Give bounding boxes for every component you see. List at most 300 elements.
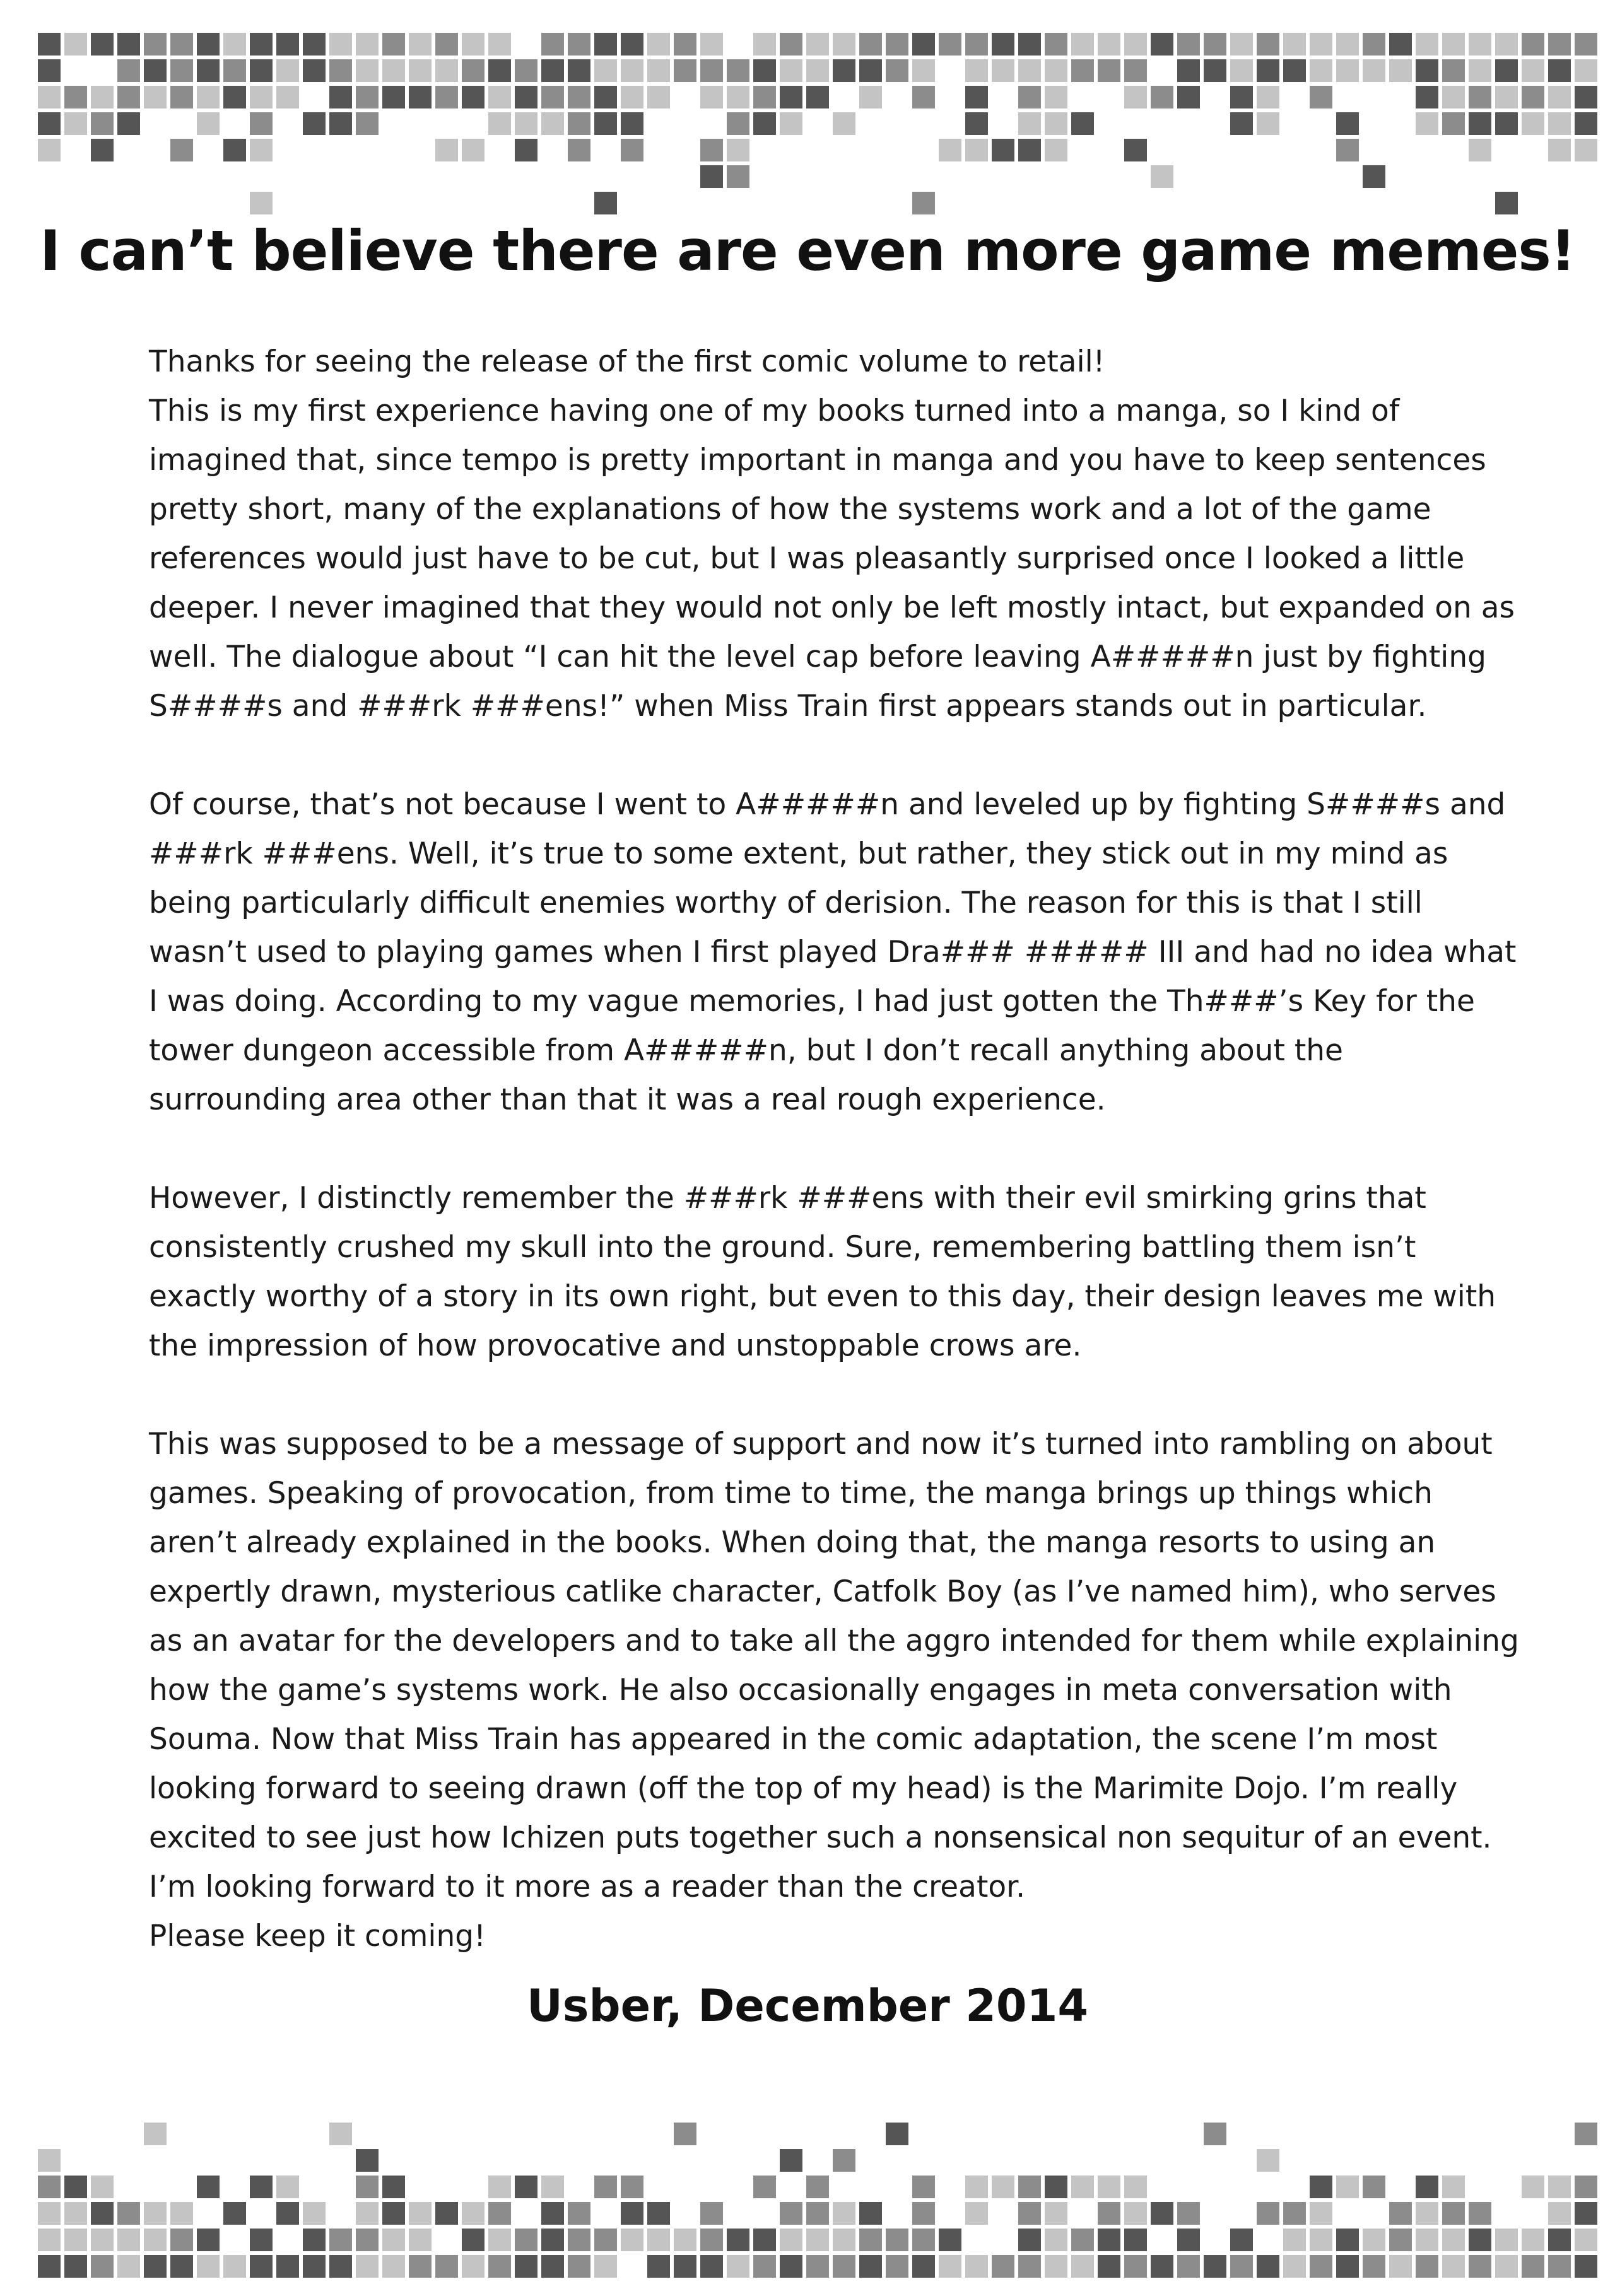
paragraph-3: However, I distinctly remember the ###rk ###ens with their evil smirking grins that consistently crushed my skull into the ground. Sure, remembering battling them isn’t exactly worthy of a story in its own right, but even to this day, their design leaves me with the impression of how provocative and unstoppable crows are.: [149, 1181, 1496, 1363]
pixel-tile: [38, 2229, 61, 2251]
pixel-tile: [250, 139, 273, 161]
pixel-tile: [409, 2255, 432, 2278]
pixel-tile: [1416, 86, 1438, 108]
pixel-tile: [886, 2229, 908, 2251]
pixel-tile: [1124, 2202, 1147, 2225]
pixel-tile: [1018, 139, 1041, 161]
pixel-tile: [568, 139, 590, 161]
pixel-tile: [1442, 2176, 1465, 2198]
pixel-tile: [223, 2202, 246, 2225]
pixel-tile: [1336, 2229, 1359, 2251]
pixel-tile: [541, 2255, 564, 2278]
pixel-tile: [700, 2202, 723, 2225]
pixel-tile: [1310, 86, 1332, 108]
pixel-tile: [1204, 2123, 1226, 2145]
pixel-tile: [170, 2229, 193, 2251]
pixel-tile: [1071, 59, 1094, 82]
pixel-tile: [859, 33, 882, 56]
pixel-tile: [700, 165, 723, 188]
pixel-tile: [1363, 33, 1385, 56]
letter-body: [149, 337, 1524, 1961]
pixel-tile: [488, 59, 511, 82]
pixel-tile: [197, 2176, 220, 2198]
pixel-tile: [435, 33, 458, 56]
pixel-tile: [965, 139, 988, 161]
pixel-tile: [462, 33, 484, 56]
pixel-tile: [488, 86, 511, 108]
pixel-tile: [621, 112, 643, 135]
pixel-tile: [1416, 2229, 1438, 2251]
pixel-tile: [117, 112, 140, 135]
pixel-tile: [1071, 2229, 1094, 2251]
pixel-tile: [356, 2202, 379, 2225]
pixel-tile: [303, 2255, 326, 2278]
pixel-tile: [1363, 2176, 1385, 2198]
pixel-tile: [939, 2255, 961, 2278]
pixel-tile: [276, 2202, 299, 2225]
pixel-tile: [462, 2202, 484, 2225]
pixel-tile: [594, 86, 617, 108]
pixel-tile: [144, 2255, 167, 2278]
pixel-tile: [1310, 2229, 1332, 2251]
pixel-tile: [1018, 2229, 1041, 2251]
pixel-tile: [515, 112, 537, 135]
pixel-tile: [992, 2255, 1014, 2278]
pixel-tile: [197, 86, 220, 108]
pixel-tile: [64, 86, 87, 108]
pixel-tile: [223, 2255, 246, 2278]
pixel-tile: [38, 2255, 61, 2278]
pixel-tile: [144, 2202, 167, 2225]
pixel-tile: [727, 2229, 749, 2251]
pixel-tile: [170, 139, 193, 161]
pixel-tile: [38, 33, 61, 56]
pixel-tile: [1151, 165, 1173, 188]
pixel-tile: [1124, 86, 1147, 108]
pixel-tile: [1045, 2176, 1067, 2198]
pixel-tile: [250, 2229, 273, 2251]
pixel-tile: [912, 59, 935, 82]
pixel-tile: [91, 2255, 114, 2278]
pixel-tile: [886, 59, 908, 82]
pixel-tile: [1310, 2255, 1332, 2278]
pixel-tile: [594, 59, 617, 82]
pixel-tile: [462, 139, 484, 161]
pixel-tile: [859, 86, 882, 108]
pixel-tile: [806, 2255, 829, 2278]
pixel-tile: [197, 33, 220, 56]
pixel-tile: [1204, 59, 1226, 82]
pixel-tile: [568, 86, 590, 108]
pixel-tile: [1548, 86, 1571, 108]
pixel-tile: [1098, 2255, 1120, 2278]
pixel-tile: [727, 139, 749, 161]
pixel-tile: [488, 112, 511, 135]
pixel-tile: [1416, 2176, 1438, 2198]
pixel-tile: [1522, 112, 1544, 135]
pixel-tile: [382, 86, 405, 108]
pixel-tile: [329, 33, 352, 56]
pixel-tile: [1442, 33, 1465, 56]
pixel-tile: [1522, 2229, 1544, 2251]
pixel-tile: [170, 2255, 193, 2278]
pixel-tile: [1416, 59, 1438, 82]
pixel-tile: [700, 33, 723, 56]
top-pixel-pattern: [0, 0, 1615, 214]
pixel-tile: [912, 2229, 935, 2251]
pixel-tile: [1442, 2229, 1465, 2251]
pixel-tile: [356, 2229, 379, 2251]
pixel-tile: [250, 2255, 273, 2278]
pixel-tile: [409, 86, 432, 108]
pixel-tile: [621, 86, 643, 108]
pixel-tile: [1018, 2255, 1041, 2278]
pixel-tile: [992, 139, 1014, 161]
pixel-tile: [594, 192, 617, 214]
pixel-tile: [833, 59, 855, 82]
pixel-tile: [1575, 33, 1597, 56]
pixel-tile: [250, 33, 273, 56]
pixel-tile: [621, 139, 643, 161]
pixel-tile: [541, 2229, 564, 2251]
top-pixel-border: [0, 0, 1615, 214]
pixel-tile: [38, 112, 61, 135]
pixel-tile: [727, 2255, 749, 2278]
pixel-tile: [144, 2123, 167, 2145]
pixel-tile: [38, 86, 61, 108]
pixel-tile: [38, 59, 61, 82]
pixel-tile: [170, 33, 193, 56]
pixel-tile: [250, 112, 273, 135]
pixel-tile: [541, 112, 564, 135]
pixel-tile: [859, 59, 882, 82]
pixel-tile: [1045, 59, 1067, 82]
pixel-tile: [806, 2202, 829, 2225]
signature: Usber, December 2014: [526, 1980, 1089, 2032]
pixel-tile: [939, 139, 961, 161]
pixel-tile: [91, 86, 114, 108]
pixel-tile: [886, 2255, 908, 2278]
pixel-tile: [1124, 59, 1147, 82]
pixel-tile: [488, 2176, 511, 2198]
pixel-tile: [1230, 2255, 1253, 2278]
pixel-tile: [1124, 33, 1147, 56]
pixel-tile: [1204, 2255, 1226, 2278]
pixel-tile: [859, 2202, 882, 2225]
pixel-tile: [64, 2255, 87, 2278]
pixel-tile: [1389, 33, 1412, 56]
pixel-tile: [753, 86, 776, 108]
pixel-tile: [594, 2176, 617, 2198]
pixel-tile: [1495, 59, 1518, 82]
pixel-tile: [1018, 86, 1041, 108]
pixel-tile: [170, 2202, 193, 2225]
pixel-tile: [64, 112, 87, 135]
pixel-tile: [647, 33, 670, 56]
pixel-tile: [674, 59, 696, 82]
pixel-tile: [197, 59, 220, 82]
pixel-tile: [382, 2255, 405, 2278]
pixel-tile: [1336, 139, 1359, 161]
pixel-tile: [1045, 2229, 1067, 2251]
pixel-tile: [621, 2229, 643, 2251]
pixel-tile: [356, 112, 379, 135]
pixel-tile: [700, 2255, 723, 2278]
pixel-tile: [1177, 2229, 1200, 2251]
pixel-tile: [435, 2202, 458, 2225]
pixel-tile: [1124, 2176, 1147, 2198]
pixel-tile: [276, 59, 299, 82]
pixel-tile: [1575, 2176, 1597, 2198]
pixel-tile: [1363, 59, 1385, 82]
pixel-tile: [1548, 112, 1571, 135]
pixel-tile: [1416, 112, 1438, 135]
pixel-tile: [1495, 2229, 1518, 2251]
pixel-tile: [1310, 2202, 1332, 2225]
pixel-tile: [568, 2255, 590, 2278]
pixel-tile: [117, 86, 140, 108]
pixel-tile: [170, 86, 193, 108]
pixel-tile: [1548, 2255, 1571, 2278]
pixel-tile: [568, 2202, 590, 2225]
pixel-tile: [303, 59, 326, 82]
pixel-tile: [833, 2229, 855, 2251]
pixel-tile: [1257, 112, 1279, 135]
pixel-tile: [965, 2255, 988, 2278]
pixel-tile: [753, 33, 776, 56]
pixel-tile: [1098, 2202, 1120, 2225]
pixel-tile: [117, 2202, 140, 2225]
pixel-tile: [515, 2176, 537, 2198]
pixel-tile: [1283, 33, 1306, 56]
pixel-tile: [435, 86, 458, 108]
pixel-tile: [833, 2202, 855, 2225]
pixel-tile: [568, 33, 590, 56]
pixel-tile: [780, 2255, 802, 2278]
pixel-tile: [1522, 2255, 1544, 2278]
pixel-tile: [515, 2229, 537, 2251]
pixel-tile: [1363, 2255, 1385, 2278]
pixel-tile: [806, 2176, 829, 2198]
pixel-tile: [144, 86, 167, 108]
pixel-tile: [594, 112, 617, 135]
pixel-tile: [1257, 59, 1279, 82]
pixel-tile: [462, 2229, 484, 2251]
pixel-tile: [1098, 2229, 1120, 2251]
pixel-tile: [1230, 59, 1253, 82]
pixel-tile: [329, 2255, 352, 2278]
pixel-tile: [1469, 139, 1491, 161]
pixel-tile: [1310, 33, 1332, 56]
pixel-tile: [1363, 2229, 1385, 2251]
pixel-tile: [1151, 33, 1173, 56]
pixel-tile: [170, 59, 193, 82]
pixel-tile: [594, 2229, 617, 2251]
pixel-tile: [1575, 2229, 1597, 2251]
pixel-tile: [647, 2255, 670, 2278]
pixel-tile: [1548, 59, 1571, 82]
pixel-tile: [1522, 2176, 1544, 2198]
pixel-tile: [780, 59, 802, 82]
pixel-tile: [1018, 2176, 1041, 2198]
pixel-tile: [64, 2176, 87, 2198]
pixel-tile: [144, 2229, 167, 2251]
pixel-tile: [329, 2123, 352, 2145]
pixel-tile: [1071, 2255, 1094, 2278]
pixel-tile: [1283, 2255, 1306, 2278]
pixel-tile: [1177, 2202, 1200, 2225]
pixel-tile: [753, 2255, 776, 2278]
pixel-tile: [1310, 2176, 1332, 2198]
pixel-tile: [38, 2176, 61, 2198]
pixel-tile: [1416, 33, 1438, 56]
pixel-tile: [780, 86, 802, 108]
pixel-tile: [912, 33, 935, 56]
pixel-tile: [674, 2123, 696, 2145]
pixel-tile: [674, 2255, 696, 2278]
pixel-tile: [806, 86, 829, 108]
pixel-tile: [568, 112, 590, 135]
pixel-tile: [329, 2229, 352, 2251]
pixel-tile: [1018, 59, 1041, 82]
pixel-tile: [1257, 2202, 1279, 2225]
pixel-tile: [727, 165, 749, 188]
pixel-tile: [250, 2176, 273, 2198]
pixel-tile: [409, 33, 432, 56]
pixel-tile: [303, 112, 326, 135]
pixel-tile: [1310, 59, 1332, 82]
pixel-tile: [382, 2229, 405, 2251]
pixel-tile: [541, 59, 564, 82]
pixel-tile: [1336, 33, 1359, 56]
pixel-tile: [1495, 192, 1518, 214]
pixel-tile: [329, 86, 352, 108]
pixel-tile: [117, 2229, 140, 2251]
pixel-tile: [1495, 2255, 1518, 2278]
pixel-tile: [753, 112, 776, 135]
pixel-tile: [1495, 86, 1518, 108]
pixel-tile: [674, 2229, 696, 2251]
pixel-tile: [965, 112, 988, 135]
pixel-tile: [488, 33, 511, 56]
pixel-tile: [594, 33, 617, 56]
pixel-tile: [1495, 33, 1518, 56]
pixel-tile: [1283, 2229, 1306, 2251]
pixel-tile: [1124, 139, 1147, 161]
pixel-tile: [965, 2176, 988, 2198]
pixel-tile: [780, 2202, 802, 2225]
pixel-tile: [621, 59, 643, 82]
pixel-tile: [568, 59, 590, 82]
pixel-tile: [117, 2255, 140, 2278]
pixel-tile: [1389, 2255, 1412, 2278]
pixel-tile: [1469, 112, 1491, 135]
pixel-tile: [1548, 33, 1571, 56]
pixel-tile: [700, 2229, 723, 2251]
pixel-tile: [1336, 59, 1359, 82]
pixel-tile: [912, 86, 935, 108]
pixel-tile: [435, 59, 458, 82]
pixel-tile: [621, 2202, 643, 2225]
pixel-tile: [356, 2176, 379, 2198]
pixel-tile: [965, 59, 988, 82]
pixel-tile: [647, 2202, 670, 2225]
pixel-tile: [1336, 2176, 1359, 2198]
pixel-tile: [356, 33, 379, 56]
pixel-tile: [1177, 59, 1200, 82]
pixel-tile: [1469, 2229, 1491, 2251]
pixel-tile: [250, 86, 273, 108]
pixel-tile: [859, 2229, 882, 2251]
pixel-tile: [1469, 86, 1491, 108]
pixel-tile: [382, 33, 405, 56]
pixel-tile: [1045, 2202, 1067, 2225]
pixel-tile: [1071, 33, 1094, 56]
pixel-tile: [541, 2202, 564, 2225]
pixel-tile: [886, 33, 908, 56]
pixel-tile: [276, 86, 299, 108]
pixel-tile: [197, 112, 220, 135]
pixel-tile: [1071, 2176, 1094, 2198]
pixel-tile: [117, 33, 140, 56]
pixel-tile: [1575, 2255, 1597, 2278]
pixel-tile: [939, 2229, 961, 2251]
pixel-tile: [117, 59, 140, 82]
pixel-tile: [1230, 86, 1253, 108]
pixel-tile: [223, 139, 246, 161]
pixel-tile: [1257, 86, 1279, 108]
pixel-tile: [833, 33, 855, 56]
pixel-tile: [780, 2149, 802, 2172]
pixel-tile: [250, 192, 273, 214]
pixel-tile: [674, 33, 696, 56]
pixel-tile: [1204, 33, 1226, 56]
pixel-tile: [700, 59, 723, 82]
pixel-tile: [382, 59, 405, 82]
pixel-tile: [780, 2229, 802, 2251]
pixel-tile: [780, 33, 802, 56]
pixel-tile: [1045, 139, 1067, 161]
pixel-tile: [1548, 2202, 1571, 2225]
pixel-tile: [276, 2176, 299, 2198]
pixel-tile: [833, 2149, 855, 2172]
pixel-tile: [1469, 2255, 1491, 2278]
pixel-tile: [1442, 112, 1465, 135]
pixel-tile: [144, 33, 167, 56]
pixel-tile: [1018, 2202, 1041, 2225]
pixel-tile: [515, 139, 537, 161]
pixel-tile: [515, 2255, 537, 2278]
pixel-tile: [462, 2255, 484, 2278]
pixel-tile: [382, 2176, 405, 2198]
pixel-tile: [382, 2202, 405, 2225]
pixel-tile: [435, 2255, 458, 2278]
pixel-tile: [753, 2176, 776, 2198]
pixel-tile: [1442, 86, 1465, 108]
pixel-tile: [1416, 2202, 1438, 2225]
pixel-tile: [965, 33, 988, 56]
pixel-tile: [992, 33, 1014, 56]
pixel-tile: [965, 2202, 988, 2225]
paragraph-4: This was supposed to be a message of support and now it’s turned into rambling on about games. Speaking of provocation, from time to time, the manga brings up things which aren’t already explained in the books. When doing that, the manga resorts to using an expertly drawn, mysterious catlike character, Catfolk Boy (as I’ve named him), who serves as an avatar for the developers and to take all the aggro intended for them while explaining how the game’s systems work. He also occasionally engages in meta conversation with Souma. Now that Miss Train has appeared in the comic adaptation, the scene I’m most looking forward to seeing drawn (off the top of my head) is the Marimite Dojo. I’m really excited to see just how Ichizen puts together such a nonsensical non sequitur of an event. I’m looking forward to it more as a reader than the creator. Please keep it coming!: [149, 1427, 1519, 1953]
pixel-tile: [91, 112, 114, 135]
pixel-tile: [223, 33, 246, 56]
pixel-tile: [329, 59, 352, 82]
pixel-tile: [1575, 59, 1597, 82]
pixel-tile: [409, 59, 432, 82]
bottom-pixel-pattern: [0, 2110, 1615, 2296]
pixel-tile: [1177, 33, 1200, 56]
